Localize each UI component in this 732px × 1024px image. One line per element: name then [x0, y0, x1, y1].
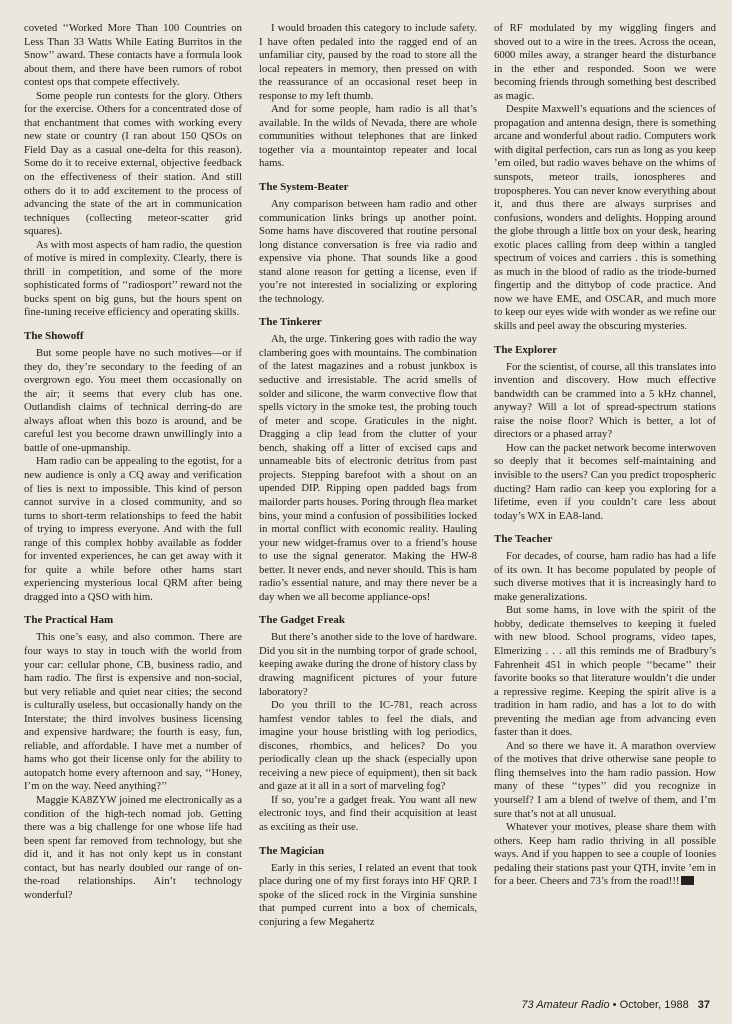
- heading-text: The System-Beater: [259, 181, 349, 194]
- paragraph-text: Whatever your motives, please share them with others. Keep ham radio thriving in all possible ways. And if you happen to see a couple of loonies pedaling their stations past your QTH, invite ’em in for a beer. Cheers and 73’s from the road!!!: [494, 821, 716, 888]
- paragraph-text: I would broaden this category to include safety. I have often pedaled into the ragged end of an unfamiliar city, paused by the road to store all the local repeaters in memory, then pressed on with the reassurance of an occasional reset beep in response to my left thumb.: [259, 22, 477, 102]
- paragraph-text: Some people run contests for the glory. Others for the exercise. Others for a concentrated dose of that enchantment that comes with working every new state or country (I ran about 150 QSOs on Field Day as a casual one-delta for this reason). Some do it to receive external, objective feedback on the effectiveness of their station. And still others do it to add excitement to the process of advancing the state of the art in communication techniques (collecting meteor-scatter grid squares).: [24, 89, 242, 238]
- paragraph-text: This one’s easy, and also common. There are four ways to stay in touch with the world from your car: cellular phone, CB, business radio, and ham radio. The first is expensive and non-social, but very reliable and quiet near cities; the second is culturally useless, but occasionally handy on the Interstate; the third involves business licensing and expensive hardware; the fourth is easy, fun, reliable, and affordable. I have met a number of hams who got their license only for the ability to autopatch home every afternoon and say, ‘‘Honey, I’m on the way. Need anything?’’: [24, 631, 242, 793]
- heading-text: The Tinkerer: [259, 316, 322, 329]
- paragraph: [494, 442, 716, 523]
- paragraph: [24, 239, 242, 320]
- paragraph-text: Ham radio can be appealing to the egotist, for a new audience is only a CQ away and verification of lies is next to impossible. This kind of person cannot survive in a closed community, and so turns to short-term relationships to feed the habit of trying to impress everyone. And with the full range of this complex hobby available as fodder for invented experiences, he can get away with it for quite a while before other hams start experiencing mysterious local QRM after being dragged into a QSO with him.: [24, 455, 242, 603]
- paragraph: [259, 103, 477, 171]
- heading-text: The Gadget Freak: [259, 614, 345, 627]
- section-heading: [259, 316, 477, 329]
- column-3: [494, 22, 716, 929]
- footer-separator: •: [612, 999, 617, 1011]
- paragraph-text: Maggie KA8ZYW joined me electronically as a condition of the high-tech nomad job. Getting there was a big challenge for one whose life had been spent far removed from technology, but she did it, and it has not only kept us in constant contact, but has nearly doubled our range of on-the-road relationships. Ain’t technology wonderful?: [24, 793, 242, 901]
- paragraph: [24, 794, 242, 902]
- paragraph: [24, 455, 242, 604]
- article-columns: [24, 22, 717, 929]
- paragraph-text: For the scientist, of course, all this translates into invention and discovery. How much effective bandwidth can be crammed into a 5 kHz channel, anyway? Will a lot of spread-spectrum stations raise the noise floor? Which is better, a lot of directors or a phased array?: [494, 360, 716, 441]
- paragraph: [24, 22, 242, 90]
- paragraph: [259, 22, 477, 103]
- paragraph: [494, 550, 716, 604]
- heading-text: The Practical Ham: [24, 614, 114, 627]
- paragraph-text: If so, you’re a gadget freak. You want all new electronic toys, and find their acquisition at least as exciting as their use.: [259, 793, 477, 833]
- section-heading: [259, 181, 477, 194]
- paragraph: [259, 631, 477, 699]
- section-heading: [24, 614, 242, 627]
- column-1: [24, 22, 242, 929]
- paragraph-text: And for some people, ham radio is all that’s available. In the wilds of Nevada, there are whole communities without telephones that are linked together via a mountaintop repeater and local hams.: [259, 103, 477, 170]
- paragraph-text: Despite Maxwell’s equations and the sciences of propagation and antenna design, there is something arcane and wonderful about radio. Computers work with digital perfection, cars run as long as you keep ’em oiled, but radio waves behave on the whims of sunspots, meteor trails, ionospheres and tropospheres. You can never know everything about it, and thus there are always surprises and confusions, wonders and delights. Hopping around the globe through a little box on your desk, hearing exotic places calling from deep within a tangled spectrum of voices and carriers . this is something as much in the blood of radio as the triode-burned fingertip and the dittybop of code practice. And now we have EME, and OSCAR, and much more to keep our eyes wide with wonder as we refine our skills and peel away the obscuring mysteries.: [494, 103, 717, 333]
- paragraph-text: As with most aspects of ham radio, the question of motive is mired in complexity. Clearly, there is thrill in competition, and some of the more sophisticated forms of ‘‘radiosport’’ reward not the bucks spent on big guns, but the hours spent on fine-tuning receive efficiency and operating skills.: [24, 238, 242, 319]
- paragraph-text: But some people have no such motives—or if they do, they’re secondary to the feeding of an overgrown ego. You meet them occasionally on the air; it seems that every club has one. Outlandish claims of technical derring-do are always afloat when this bozo is around, and be careful lest you become drawn unwillingly into a battle of one-upmanship.: [24, 347, 242, 454]
- paragraph: [24, 90, 242, 239]
- paragraph-text: But there’s another side to the love of hardware. Did you sit in the numbing torpor of grade school, keeping awake during the drone of history class by drawing magnificent pictures of your future laboratory?: [259, 631, 477, 698]
- paragraph-text: Early in this series, I related an event that took place during one of my first forays into HF QRP. I spoke of the sliced rock in the Virginia sunshine that pumped current into a box of chemicals, conjuring a few Megahertz: [259, 861, 477, 928]
- heading-text: The Teacher: [494, 533, 553, 546]
- paragraph-text: Ah, the urge. Tinkering goes with radio the way clambering goes with mountains. The combination of the latest magazines and a robust junkbox is seductive and irresistable. The acrid smells of solder and silicone, the warm convective flow that spells victory in the smoke test, the probing touch of meter and scope. Graticules in the night. Dragging a clip lead from the clutter of your bench, shaking off a litter of excised caps and unnameable bits of electronic detritus from past projects. Stepping barefoot with a shout on an upended DIP. Ripping open padded bags from mailorder parts houses. Poring through flea market bins, your mind a confusion of possibilities locked in mortal conflict with economic reality. Hauling your new widget-framus over to a friend’s house to use the signal generator. Making the HW-8 better. It never ends, and never should. This is ham radio’s essential nature, and may there never be a day when we all become appliance-ops!: [259, 333, 477, 603]
- end-of-article-mark-icon: [681, 876, 694, 885]
- heading-text: The Explorer: [494, 343, 558, 356]
- paragraph: [259, 862, 477, 930]
- paragraph-text: For decades, of course, ham radio has had a life of its own. It has become populated by people of such diverse motives that it is increasingly hard to make generalizations.: [494, 550, 716, 603]
- paragraph-text: And so there we have it. A marathon overview of the motives that drive otherwise sane people to fling themselves into the ham radio passion. How many of these ‘‘types’’ did you recognize in yourself? I am a blend of twelve of them, and I’m sure that’s not at all unusual.: [494, 739, 716, 820]
- section-heading: [494, 533, 716, 546]
- paragraph-text: of RF modulated by my wiggling fingers and shoved out to a wire in the trees. Across the ocean, 6000 miles away, a stranger heard the disturbance in the ether and responded. Soon we were becoming friends through something best described as magic.: [494, 22, 716, 102]
- paragraph: [24, 347, 242, 455]
- heading-text: The Showoff: [24, 330, 84, 343]
- paragraph-text: coveted ‘‘Worked More Than 100 Countries on Less Than 33 Watts While Eating Burritos in the Snow’’ award. These contacts have a formula look about them, and there have been rumors of robot contest ops that compete effectively.: [24, 22, 242, 89]
- paragraph: [259, 198, 477, 306]
- paragraph: [494, 604, 716, 739]
- paragraph: [494, 103, 716, 333]
- paragraph-text: Do you thrill to the IC-781, reach across hamfest vendor tables to feel the dials, and imagine your house bristling with log periodics, discones, rhombics, and helices? Do you periodically clean up the shack (especially upon receiving a new piece of equipment), then sit back and gaze at it all in a sort of marveling fog?: [259, 699, 477, 793]
- paragraph: [494, 361, 716, 442]
- column-2: [259, 22, 477, 929]
- paragraph: [494, 22, 716, 103]
- paragraph: [494, 740, 716, 821]
- heading-text: The Magician: [259, 844, 325, 857]
- paragraph-text: But some hams, in love with the spirit of the hobby, dedicate themselves to keeping it fueled with new blood. School programs, video tapes, Elmerizing . . . all this reminds me of Bradbury’s Fahrenheit 451 in which people ‘‘became’’ their favorite books so that literature wouldn’t die under a repressive regime. Keeping the spirit alive is a tradition in ham radio, and has a lot to do with preventing the median age from advancing even faster than it does.: [494, 604, 716, 739]
- paragraph: [24, 631, 242, 794]
- paragraph-text: How can the packet network become interwoven so deeply that it becomes self-maintaining and invisible to the users? Can you predict tropospheric ducting? Ham radio can keep you exploring for a lifetime, even if you couldn’t care less about today’s WX in EA8-land.: [494, 441, 716, 522]
- paragraph: [494, 821, 716, 889]
- paragraph-text: Any comparison between ham radio and other communication links brings up another point. Some hams have discovered that routine personal long distance conversation is free via radio and expensive via phone. That sounds like a good stand alone reason for getting a license, even if you’re not interested in socializing or exploring the technology.: [259, 198, 477, 305]
- paragraph: [259, 699, 477, 794]
- section-heading: [494, 344, 716, 357]
- section-heading: [259, 614, 477, 627]
- section-heading: [259, 845, 477, 858]
- publication-name: 73 Amateur Radio: [521, 999, 610, 1011]
- issue-date: October, 1988: [619, 999, 689, 1011]
- paragraph: [259, 794, 477, 835]
- page-footer: [521, 999, 710, 1011]
- page-number: 37: [697, 999, 710, 1011]
- section-heading: [24, 330, 242, 343]
- paragraph: [259, 333, 477, 604]
